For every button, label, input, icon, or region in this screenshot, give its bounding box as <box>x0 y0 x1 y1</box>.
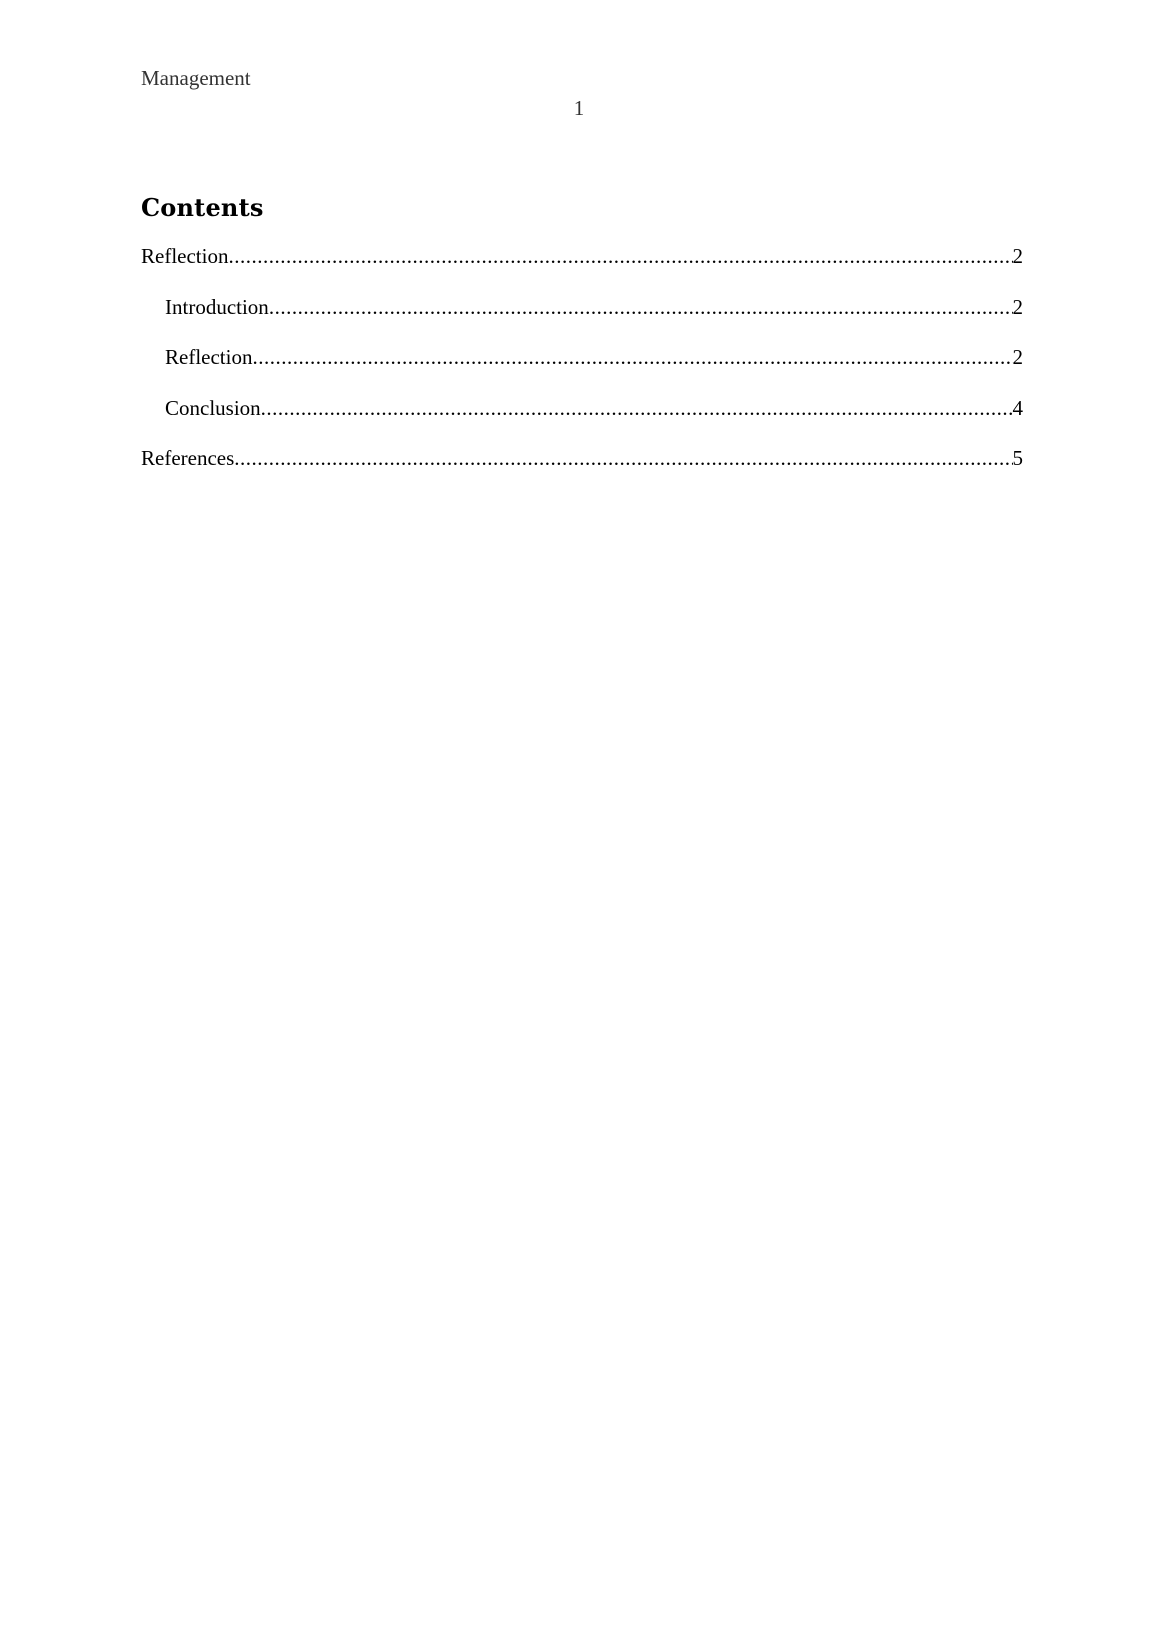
toc-entry-page: 4 <box>1012 395 1023 420</box>
toc-dot-leader <box>261 396 1013 421</box>
toc-entry-page: 2 <box>1012 345 1023 369</box>
page-number: 1 <box>573 96 585 120</box>
toc-entry-conclusion[interactable] <box>141 396 1023 447</box>
table-of-contents <box>141 244 1023 497</box>
toc-entry-reflection-sub[interactable] <box>141 345 1023 396</box>
toc-entry-label: Conclusion <box>165 395 261 420</box>
toc-entry-label: References <box>141 446 235 470</box>
toc-dot-leader <box>252 345 1012 370</box>
toc-dot-leader <box>269 295 1013 320</box>
toc-dot-leader <box>228 244 1012 269</box>
toc-entry-label: Reflection <box>165 345 253 369</box>
toc-heading: Contents <box>141 193 264 222</box>
toc-entry-page: 5 <box>1012 446 1023 470</box>
toc-entry-page: 2 <box>1012 244 1023 268</box>
toc-dot-leader <box>234 446 1012 471</box>
toc-entry-references[interactable] <box>141 446 1023 497</box>
toc-entry-introduction[interactable] <box>141 295 1023 346</box>
toc-entry-label: Introduction <box>165 294 269 319</box>
toc-entry-label: Reflection <box>141 244 229 268</box>
toc-entry-page: 2 <box>1012 294 1023 319</box>
toc-entry-reflection[interactable] <box>141 244 1023 295</box>
running-header-title: Management <box>141 66 251 90</box>
